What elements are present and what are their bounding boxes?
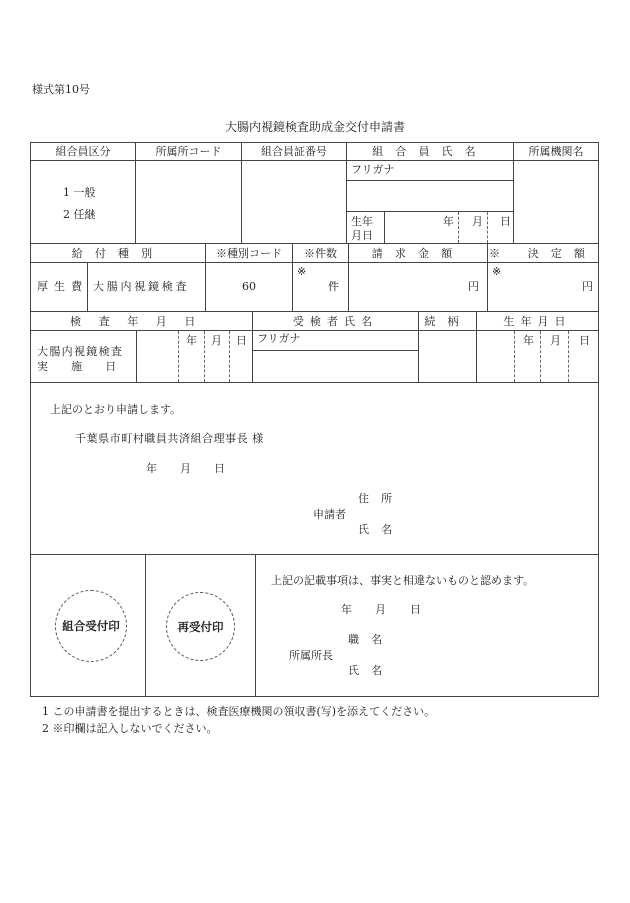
header-member-class: 組合員区分 <box>55 145 111 158</box>
header-decided-amount: ※ 決定額 <box>489 247 597 260</box>
applicant-name-label: 氏名 <box>358 523 405 536</box>
certification-name-label: 氏名 <box>348 664 395 677</box>
re-receipt-stamp <box>166 592 235 661</box>
application-addressee: 千葉県市町村職員共済組合理事長 様 <box>75 432 264 445</box>
certification-month: 月 <box>375 603 386 616</box>
birth-month-label: 月 <box>472 215 483 228</box>
claim-yen: 円 <box>468 280 479 293</box>
birth-label-line2: 月日 <box>351 229 373 242</box>
header-institution-name: 所属機関名 <box>528 145 584 158</box>
exam-label-line1: 大腸内視鏡検査 <box>37 345 124 358</box>
application-date-year: 年 <box>146 462 157 475</box>
count-note-mark: ※ <box>297 265 307 278</box>
birth-label-line1: 生年 <box>351 215 373 228</box>
examinee-birth-year-label: 年 <box>523 334 534 347</box>
exam-label-line2: 実施日 <box>37 360 140 373</box>
application-date-month: 月 <box>180 462 191 475</box>
certification-statement: 上記の記載事項は、事実と相違ないものと認めます。 <box>271 574 535 587</box>
header-member-cert-no: 組合員証番号 <box>261 145 327 158</box>
birth-year-label: 年 <box>443 215 454 228</box>
re-receipt-stamp-label: 再受付印 <box>177 619 224 634</box>
decided-note-mark: ※ <box>492 265 502 278</box>
certification-day: 日 <box>410 603 421 616</box>
union-receipt-stamp-label: 組合受付印 <box>62 619 120 633</box>
header-birth-date: 生年月日 <box>503 315 572 328</box>
certification-year: 年 <box>341 603 352 616</box>
header-benefit-type: 給付種別 <box>71 247 165 260</box>
member-class-option-continued: 2 任継 <box>63 208 96 221</box>
header-claim-amount: 請求金額 <box>371 247 465 260</box>
exam-month-label: 月 <box>211 334 222 347</box>
form-title: 大腸内視鏡検査助成金交付申請書 <box>224 120 405 134</box>
benefit-category: 厚生費 <box>37 280 89 293</box>
exam-day-label: 日 <box>236 334 247 347</box>
note-2: 2 ※印欄は記入しないでください。 <box>42 722 218 735</box>
applicant-label: 申請者 <box>313 508 346 521</box>
member-furigana-label: フリガナ <box>351 163 395 176</box>
examinee-furigana-label: フリガナ <box>257 332 301 345</box>
certification-position-label: 職名 <box>348 633 395 646</box>
header-count: ※件数 <box>304 247 337 260</box>
examinee-birth-day-label: 日 <box>579 334 590 347</box>
examinee-birth-month-label: 月 <box>550 334 561 347</box>
note-1: 1 この申請書を提出するときは、検査医療機関の領収書(写)を添えてください。 <box>42 705 436 718</box>
header-relationship: 続柄 <box>424 315 471 328</box>
form-number: 様式第10号 <box>32 83 90 96</box>
certification-head-label: 所属所長 <box>289 649 333 662</box>
header-office-code: 所属所コード <box>155 145 222 158</box>
header-examinee-name: 受検者氏名 <box>292 315 379 328</box>
header-type-code: ※種別コード <box>216 247 282 260</box>
type-code-value: 60 <box>242 280 256 293</box>
member-class-option-general: 1 一般 <box>63 186 96 199</box>
birth-day-label: 日 <box>500 215 511 228</box>
decided-yen: 円 <box>582 280 593 293</box>
application-date-day: 日 <box>214 462 225 475</box>
application-statement: 上記のとおり申請します。 <box>50 403 182 416</box>
benefit-item: 大腸内視鏡検査 <box>93 280 190 293</box>
count-unit: 件 <box>328 280 339 293</box>
header-member-name: 組合員氏名 <box>372 145 488 158</box>
applicant-address-label: 住所 <box>358 492 405 505</box>
header-exam-date: 検査年月日 <box>70 315 213 328</box>
union-receipt-stamp <box>55 590 127 662</box>
exam-year-label: 年 <box>186 334 197 347</box>
